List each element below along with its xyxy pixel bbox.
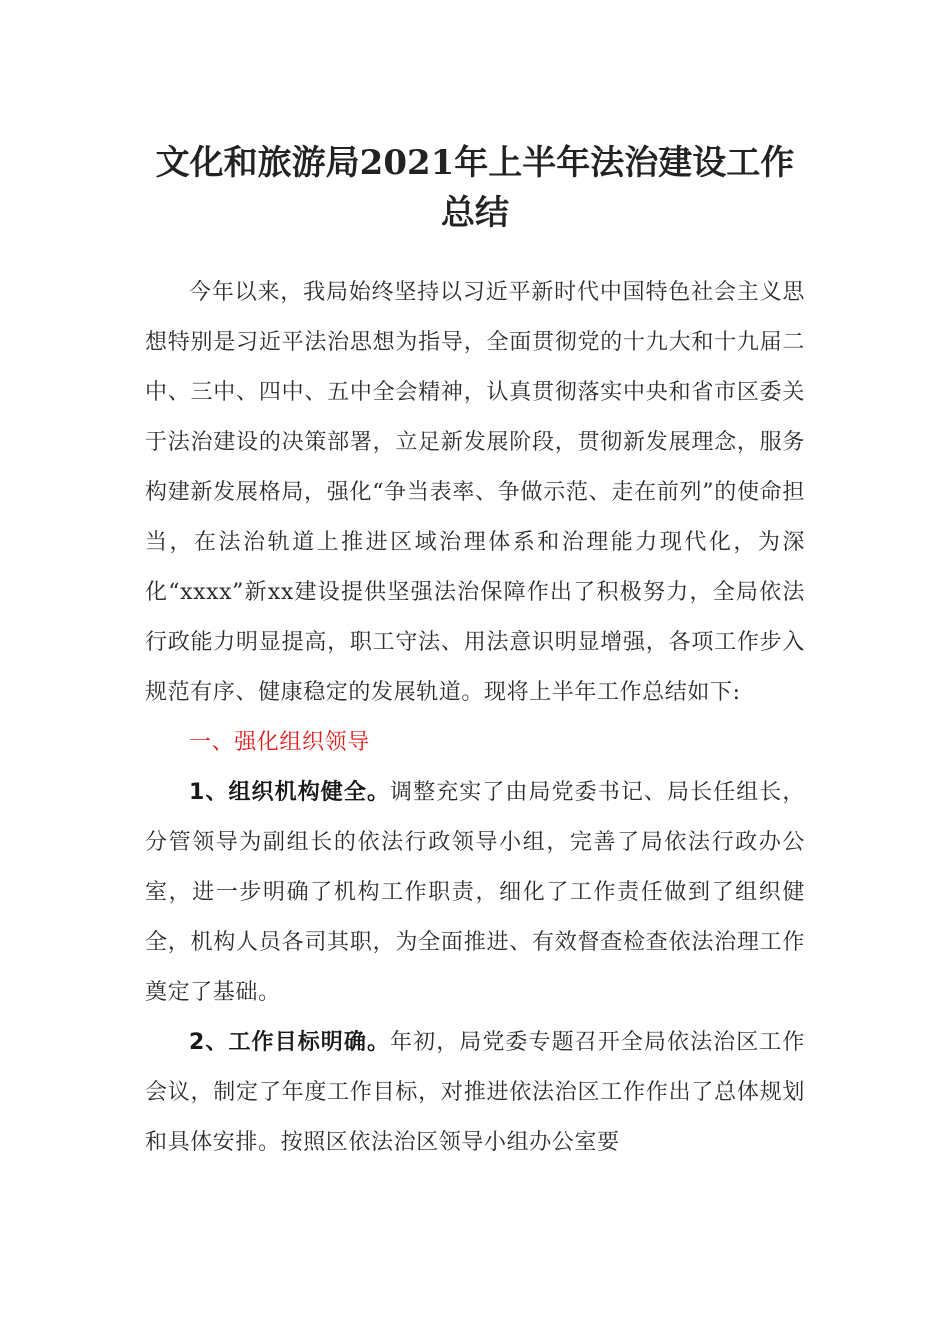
item-1-lead: 1、组织机构健全。	[189, 780, 391, 805]
document-body	[145, 268, 805, 1168]
item-1-text: 调整充实了由局党委书记、局长任组长，分管领导为副组长的依法行政领导小组，完善了局依法行政办公室，进一步明确了机构工作职责，细化了工作责任做到了组织健全，机构人员各司其职，为全面推进、有效督查检查依法治理工作奠定了基础。	[145, 780, 805, 1005]
document-title	[120, 138, 830, 238]
title-line-1: 文化和旅游局2021年上半年法治建设工作	[155, 143, 795, 183]
title-line-2: 总结	[441, 193, 509, 233]
item-2-text: 年初，局党委专题召开全局依法治区工作会议，制定了年度工作目标，对推进依法治区工作作出了总体规划和具体安排。按照区依法治区领导小组办公室要	[145, 1030, 805, 1155]
intro-paragraph: 今年以来，我局始终坚持以习近平新时代中国特色社会主义思想特别是习近平法治思想为指导，全面贯彻党的十九大和十九届二中、三中、四中、五中全会精神，认真贯彻落实中央和省市区委关于法治建设的决策部署，立足新发展阶段，贯彻新发展理念，服务构建新发展格局，强化“争当表率、争做示范、走在前列”的使命担当，在法治轨道上推进区域治理体系和治理能力现代化，为深化“xxxx”新xx建设提供坚强法治保障作出了积极努力，全局依法行政能力明显提高，职工守法、用法意识明显增强，各项工作步入规范有序、健康稳定的发展轨道。现将上半年工作总结如下:	[145, 280, 805, 705]
section-heading-1: 一、强化组织领导	[189, 730, 370, 755]
item-2-lead: 2、工作目标明确。	[189, 1030, 391, 1055]
item-1-paragraph	[145, 768, 805, 1018]
item-2-paragraph	[145, 1018, 805, 1168]
